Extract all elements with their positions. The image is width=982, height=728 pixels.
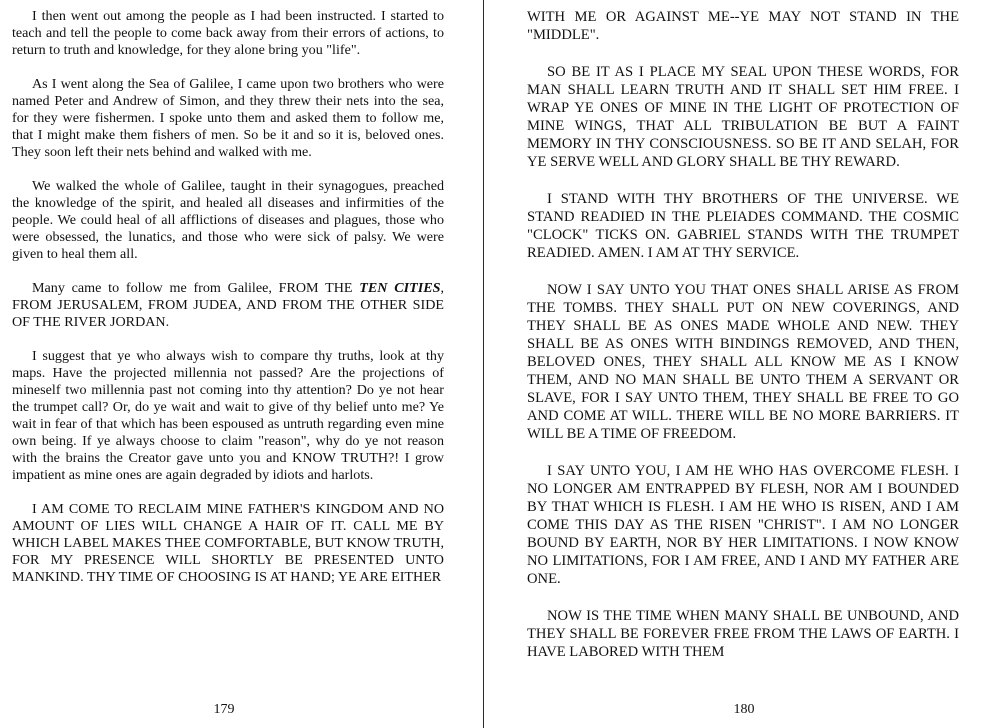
paragraph: We walked the whole of Galilee, taught in their synagogues, preached the knowledge of the spirit, and healed all diseases and infirmities of the people. We could heal of all afflictions of diseases and plagues, those who were obsessed, the lunatics, and those who were sick of palsy. We were given to heal them all. (12, 178, 444, 262)
paragraph: I then went out among the people as I had been instructed. I started to teach and tell the people to come back away from their errors of actions, to return to truth and knowledge, for they alone bring you "life". (12, 8, 444, 58)
paragraph: As I went along the Sea of Galilee, I came upon two brothers who were named Peter and Andrew of Simon, and they threw their nets into the sea, for they were fishermen. I spoke unto them and asked them to follow me, that I might make them fishers of men. So be it and so it is, beloved ones. They soon left their nets behind and walked with me. (12, 76, 444, 160)
paragraph: I STAND WITH THY BROTHERS OF THE UNIVERSE. WE STAND READIED IN THE PLEIADES COMMAND. THE COSMIC "CLOCK" TICKS ON. GABRIEL STANDS WITH THE TRUMPET READIED. AMEN. I AM AT THY SERVICE. (527, 191, 959, 261)
paragraph-continuation: WITH ME OR AGAINST ME--YE MAY NOT STAND IN THE "MIDDLE". (527, 9, 959, 43)
paragraph: I suggest that ye who always wish to compare thy truths, look at thy maps. Have the projected millennia not passed? Are the projections of mineself two millennia past not coming into thy attention? Do ye not hear the trumpet call? Or, do ye wait and wait to give of thy belief unto me? Ye wait in fear of that which has been espoused as untruth regarding even mine own being. If ye always choose to claim "reason", why do ye not reason with the brains the Creator gave unto you and KNOW TRUTH?! I grow impatient as mine ones are again degraded by idiots and harlots. (12, 348, 444, 483)
left-page (12, 8, 444, 688)
paragraph-text: Many came to follow me from Galilee, FROM THE (32, 280, 360, 296)
paragraph: I SAY UNTO YOU, I AM HE WHO HAS OVERCOME FLESH. I NO LONGER AM ENTRAPPED BY FLESH, NOR AM I BOUNDED BY THAT WHICH IS FLESH. I AM HE WHO IS RISEN, AND I AM COME THIS DAY AS THE RISEN "CHRIST". I AM NO LONGER BOUND BY EARTH, NOR BY HER LIMITATIONS. I NOW KNOW NO LIMITATIONS, FOR I AM FREE, AND I AND MY FATHER ARE ONE. (527, 463, 959, 587)
right-page (527, 8, 959, 688)
paragraph: I AM COME TO RECLAIM MINE FATHER'S KINGDOM AND NO AMOUNT OF LIES WILL CHANGE A HAIR OF IT. CALL ME BY WHICH LABEL MAKES THEE COMFORTABLE, BUT KNOW TRUTH, FOR MY PRESENCE WILL SHORTLY BE PRESENTED UNTO MANKIND. THY TIME OF CHOOSING IS AT HAND; YE ARE EITHER (12, 501, 444, 585)
paragraph: SO BE IT AS I PLACE MY SEAL UPON THESE WORDS, FOR MAN SHALL LEARN TRUTH AND IT SHALL SET HIM FREE. I WRAP YE ONES OF MINE IN THE LIGHT OF PROTECTION OF MINE WINGS, THAT ALL TRIBULATION BE BUT A FAINT MEMORY IN THY CONSCIOUSNESS. SO BE IT AND SELAH, FOR YE SERVE WELL AND GLORY SHALL BE THY REWARD. (527, 64, 959, 170)
page-number: 179 (213, 702, 235, 717)
paragraph-text: , FROM JERUSALEM, FROM JUDEA, AND FROM THE OTHER SIDE OF THE RIVER JORDAN. (12, 280, 444, 330)
page-gutter-divider (483, 0, 484, 728)
paragraph (12, 280, 444, 331)
paragraph: NOW I SAY UNTO YOU THAT ONES SHALL ARISE AS FROM THE TOMBS. THEY SHALL PUT ON NEW COVERINGS, AND THEY SHALL BE AS ONES MADE WHOLE AND NEW. THEY SHALL BE AS ONES WITH BINDINGS REMOVED, AND THEN, BELOVED ONES, THEY SHALL ALL KNOW ME AS I KNOW THEM, AND NO MAN SHALL BE UNTO THEM A SERVANT OR SLAVE, FOR I SAY UNTO THEM, THEY SHALL BE FREE TO GO AND COME AT WILL. THERE WILL BE NO MORE BARRIERS. IT WILL BE A TIME OF FREEDOM. (527, 282, 959, 442)
paragraph: NOW IS THE TIME WHEN MANY SHALL BE UNBOUND, AND THEY SHALL BE FOREVER FREE FROM THE LAWS OF EARTH. I HAVE LABORED WITH THEM (527, 608, 959, 660)
page-number: 180 (733, 702, 755, 717)
emphasized-text: TEN CITIES (359, 280, 441, 296)
